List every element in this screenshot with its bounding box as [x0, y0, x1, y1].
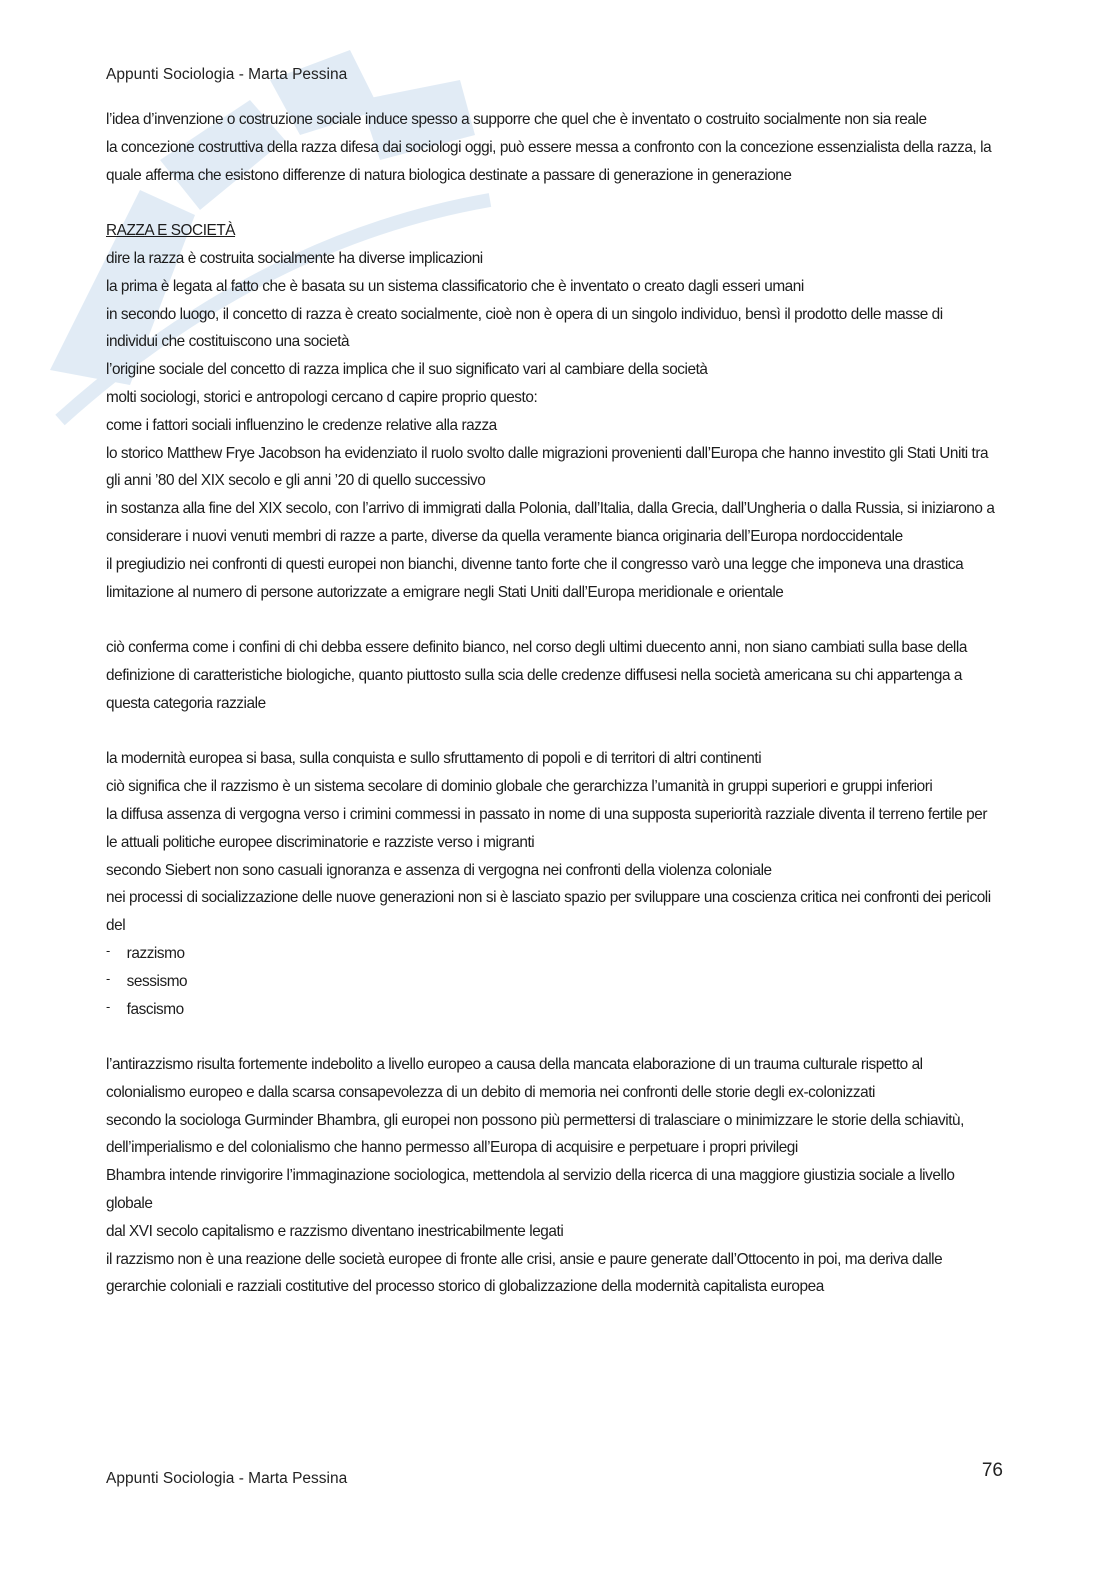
- section-modernita: [106, 745, 997, 1023]
- list-item: - fascismo: [106, 996, 997, 1024]
- paragraph: l’idea d’invenzione o costruzione sociale induce spesso a supporre che quel che è inventato o costruito socialmente non sia reale: [106, 111, 927, 128]
- paragraph: la prima è legata al fatto che è basata su un sistema classificatorio che è inventato o creato dagli esseri umani: [106, 277, 804, 295]
- page-footer: Appunti Sociologia - Marta Pessina: [106, 1470, 348, 1487]
- list-item: - razzismo: [106, 940, 997, 968]
- section-antirazzismo: [106, 1051, 997, 1301]
- list-item: - sessismo: [106, 968, 997, 996]
- paragraph: il pregiudizio nei confronti di questi europei non bianchi, divenne tanto forte che il congresso varò una legge che imponeva una drastica limitazione al numero di persone autorizzate a emigrare negli Stati Uniti dall’Europa meridionale e orientale: [106, 555, 964, 601]
- paragraph: ciò conferma come i confini di chi debba essere definito bianco, nel corso degli ultimi duecento anni, non siano cambiati sulla base della definizione di caratteristiche biologiche, quanto piuttosto sulla scia delle credenze diffusesi nella società americana su chi appartenga a questa categoria razziale: [106, 639, 967, 712]
- paragraph: in sostanza alla fine del XIX secolo, con l’arrivo di immigrati dalla Polonia, dall’Italia, dalla Grecia, dall’Ungheria o dalla Russia, si iniziarono a considerare i nuovi venuti membri di razze a parte, diverse da quella veramente bianca originaria dell’Europa nordoccidentale: [106, 500, 995, 545]
- paragraph: il razzismo non è una reazione delle società europee di fronte alle crisi, ansie e paure generate dall’Ottocento in poi, ma deriva dalle gerarchie coloniali e razziali costitutive del processo storico di globalizzazione della modernità capitalista europea: [106, 1250, 943, 1296]
- page-number: 76: [981, 1460, 1003, 1481]
- section-intro: [106, 106, 997, 189]
- paragraph: ciò significa che il razzismo è un sistema secolare di dominio globale che gerarchizza l’umanità in gruppi superiori e gruppi inferiori: [106, 778, 933, 796]
- section-heading: RAZZA E SOCIETÀ: [106, 222, 236, 240]
- paragraph: la diffusa assenza di vergogna verso i crimini commessi in passato in nome di una supposta superiorità razziale diventa il terreno fertile per le attuali politiche europee discriminatorie e razziste verso i migranti: [106, 805, 988, 851]
- paragraph: dal XVI secolo capitalismo e razzismo diventano inestricabilmente legati: [106, 1222, 564, 1240]
- paragraph: l’origine sociale del concetto di razza implica che il suo significato vari al cambiare della società: [106, 361, 708, 379]
- dangers-list: [106, 940, 997, 1023]
- paragraph: dire la razza è costruita socialmente ha diverse implicazioni: [106, 249, 483, 267]
- document-body: [106, 106, 997, 1301]
- section-confini: [106, 634, 997, 717]
- paragraph: nei processi di socializzazione delle nuove generazioni non si è lasciato spazio per sviluppare una coscienza critica nei confronti dei pericoli del: [106, 889, 991, 935]
- paragraph: la modernità europea si basa, sulla conquista e sullo sfruttamento di popoli e di territori di altri continenti: [106, 750, 762, 768]
- paragraph: secondo la sociologa Gurminder Bhambra, gli europei non possono più permettersi di tralasciare o minimizzare le storie della schiavitù, dell’imperialismo e del colonialismo che hanno permesso all’Europa di acquisire e perpetuare i propri privilegi: [106, 1111, 964, 1157]
- paragraph: lo storico Matthew Frye Jacobson ha evidenziato il ruolo svolto dalle migrazioni provenienti dall’Europa che hanno investito gli Stati Uniti tra gli anni ’80 del XIX secolo e gli anni ’20 di quello successivo: [106, 444, 989, 490]
- section-razza-e-societa: [106, 217, 997, 606]
- paragraph: come i fattori sociali influenzino le credenze relative alla razza: [106, 416, 497, 434]
- page-header: Appunti Sociologia - Marta Pessina: [106, 66, 348, 83]
- paragraph: in secondo luogo, il concetto di razza è creato socialmente, cioè non è opera di un singolo individuo, bensì il prodotto delle masse di individui che costituiscono una società: [106, 305, 943, 351]
- paragraph: Bhambra intende rinvigorire l’immaginazione sociologica, mettendola al servizio della ricerca di una maggiore giustizia sociale a livello globale: [106, 1167, 955, 1213]
- paragraph: l’antirazzismo risulta fortemente indebolito a livello europeo a causa della mancata elaborazione di un trauma culturale rispetto al colonialismo europeo e dalla scarsa consapevolezza di un debito di memoria nei confronti delle storie degli ex-colonizzati: [106, 1056, 923, 1101]
- paragraph: secondo Siebert non sono casuali ignoranza e assenza di vergogna nei confronti della violenza coloniale: [106, 861, 772, 879]
- paragraph: molti sociologi, storici e antropologi cercano d capire proprio questo:: [106, 388, 538, 406]
- paragraph: la concezione costruttiva della razza difesa dai sociologi oggi, può essere messa a confronto con la concezione essenzialista della razza, la quale afferma che esistono differenze di natura biologica destinate a passare di generazione in generazione: [106, 138, 992, 184]
